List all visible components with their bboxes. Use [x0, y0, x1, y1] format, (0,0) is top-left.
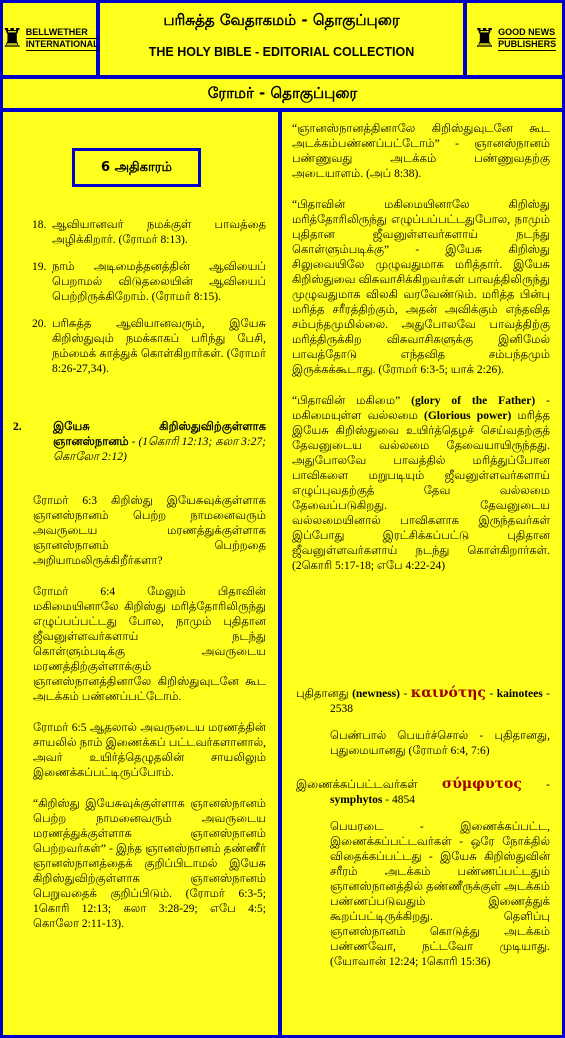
- paragraph: “பிதாவின் மகிமையினாலே கிறிஸ்து மரித்தோரிலிருந்து எழுப்பப்பட்டதுபோல, நாமும் புதிதான ஜீவனுள்ளவர்களாய் நடந்து கொள்ளும்படிக்கு” - இயேசு கிறிஸ்து சிலுவையிலே முழுவதுமாக மரித்தார். இயேசு கிறிஸ்துவை விசுவாசிக்கிறவர்கள் பாவத்திலிருந்து முழுவதுமாக விலகி வரவேண்டும். மரித்த பின்பு மரித்த சரீரத்திற்கும், அதன் அவிக்கும் எந்தவித சம்பந்தமுமில்லை. அதுபோலவே பாவத்திற்கு மரித்திருக்கிற விசுவாசிகளுக்கு இனிமேல் பாவத்தோடு எந்தவித சம்பந்தமும் இருக்கக்கூடாது. (ரோமர் 6:3-5; யாக் 2:26).: [292, 199, 550, 376]
- paragraph: “கிறிஸ்து இயேசுவுக்குள்ளாக ஞானஸ்நானம் பெற்ற நாமனைவரும் அவருடைய மரணத்துக்குள்ளாக ஞானஸ்நானம் பெற்றவர்கள்” - இந்த ஞானஸ்நானம் தண்ணீர் ஞானஸ்நானத்தைக் குறிப்பிடாமல் இயேசு கிறிஸ்துவிற்குள்ளாக ஞானஸ்நானம் பெறுவதைக் குறிப்பிடும். (ரோமர் 6:3-5; 1கொரி 12:13; கலா 3:28-29; எபே 4:5; கொலோ 2:11-13).: [33, 798, 266, 930]
- paragraph: “பிதாவின் மகிமை” (glory of the Father) - மகிமையுள்ள வல்லமை (Glorious power) மரித்த இயேசு கிறிஸ்துவை உயிர்த்தெழச் செய்வதற்குத் தேவனுடைய வல்லமை தேவையாயிருந்தது. அதுபோலவே பாவத்தில் மரித்துப்போன பாவிகளை மறுபடியும் ஜீவனுள்ளவர்களாய் எழுப்புவதற்குத் தேவ வல்லமை தேவைப்படுகிறது. தேவனுடைய வல்லமையினால் பாவிகளாக இருந்தவர்கள் இப்போது இரட்சிக்கப்பட்டு புதிதான ஜீவனுள்ளவர்களாய் நடந்து கொள்கிறார்கள். (2கொரி 5:17-18; எபே 4:22-24): [292, 395, 550, 572]
- list-item: 19. நாம் அடிமைத்தனத்தின் ஆவியைப் பெறாமல் விடுதலையின் ஆவியைப் பெற்றிருக்கிறோம். (ரோமர் 8:15).: [32, 261, 266, 303]
- list-item: 18. ஆவியானவர் நமக்குள் பாவத்தை அழிக்கிறார். (ரோமர் 8:13).: [32, 219, 266, 246]
- word-definition: பெயரடை - இணைக்கப்பட்ட, இணைக்கப்பட்டவர்கள் - ஒரே நோக்தில் விதைக்கப்பட்டது - இயேசு கிறிஸ்துவின் சரீரம் அடக்கம் பண்ணப்பட்டதும் ஞானஸ்நானத்தில் தண்ணீருக்குள் அடக்கம் பண்ணப்படுவதும் இணைத்துக் கூறப்பட்டிருக்கிறது. தெளிப்பு ஞானஸ்நானம் கொடுத்து அடக்கம் பண்ணவோ, நட்டவோ முடியாது. (யோவான் 12:24; 1கொரி 15:36): [330, 821, 550, 968]
- paragraph: ரோமர் 6:3 கிறிஸ்து இயேசுவுக்குள்ளாக ஞானஸ்நானம் பெற்ற நாமனைவரும் அவருடைய மரணத்துக்குள்ளாக ஞானஸ்நானம் பெற்றதை அறியாமலிருக்கிறீர்களா?: [33, 495, 266, 567]
- left-column: [3, 112, 278, 1035]
- header-title-box: [100, 3, 463, 75]
- bellwether-logo: [0, 3, 99, 75]
- paragraph: ரோமர் 6:4 மேலும் பிதாவின் மகிமையினாலே கிறிஸ்து மரித்தோரிலிருந்து எழுப்பப்பட்டது போல, நாமும் புதிதான ஜீவனுள்ளவர்களாய் நடந்து கொள்ளும்படிக்கு அவருடைய மரணத்திற்குள்ளாக்கும் ஞானஸ்நானத்தினாலே கிறிஸ்துவுடனே கூட அடக்கம் பண்ணப்பட்டோம்.: [33, 586, 266, 703]
- word-definition: பெண்பால் பெயர்ச்சொல் - புதிதானது, புதுமையானது (ரோமர் 6:4, 7:6): [330, 730, 550, 757]
- title-tamil: பரிசுத்த வேதாகமம் - தொகுப்புரை: [163, 11, 400, 29]
- paragraph: ரோமர் 6:5 ஆதலால் அவருடைய மரணத்தின் சாயலில் நாம் இணைக்கப் பட்டவர்களானால், அவர் உயிர்த்தெழுதலின் சாயலிலும் இணைக்கப்பட்டிருப்போம்.: [33, 722, 266, 779]
- logo-line-1: GOOD NEWS: [498, 27, 556, 37]
- torch-icon: ♜: [472, 24, 497, 54]
- section-title: ரோமர் - தொகுப்புரை: [3, 79, 562, 108]
- word-entry-symphytos: இணைக்கப்பட்டவர்கள் σύμφυτος - symphytos - 4854: [296, 776, 550, 806]
- paragraph: “ஞானஸ்நானத்தினாலே கிறிஸ்துவுடனே கூட அடக்கம்பண்ணப்பட்டோம்” - ஞானஸ்நானம் பண்ணுவது அடக்கம் பண்ணுவதற்கு அடையாளம். (அப் 8:38).: [292, 123, 550, 180]
- chapter-box: [72, 148, 201, 187]
- logo-line-1: BELLWETHER: [26, 27, 99, 39]
- word-entry-newness: புதிதானது (newness) - καινότης - kainotees - 2538: [296, 685, 550, 715]
- good-news-logo: [467, 3, 562, 75]
- torch-icon: ♜: [0, 24, 24, 54]
- list-item: 20. பரிசுத்த ஆவியானவரும், இயேசு கிறிஸ்துவும் நமக்காகப் பரிந்து பேசி, நம்மைக் காத்துக் கொள்கிறார்கள். (ரோமர் 8:26-27,34).: [32, 318, 266, 375]
- right-column: [282, 112, 562, 1035]
- logo-line-2: PUBLISHERS: [498, 39, 557, 49]
- logo-line-2: INTERNATIONAL: [25, 39, 99, 49]
- title-english: THE HOLY BIBLE - EDITORIAL COLLECTION: [148, 45, 415, 59]
- section-heading: 2. இயேசு கிறிஸ்துவிற்குள்ளாக ஞானஸ்நானம் - (1கொரி 12:13; கலா 3:27; கொலோ 2:12): [13, 421, 266, 463]
- chapter-label: 6 அதிகாரம்: [75, 151, 198, 184]
